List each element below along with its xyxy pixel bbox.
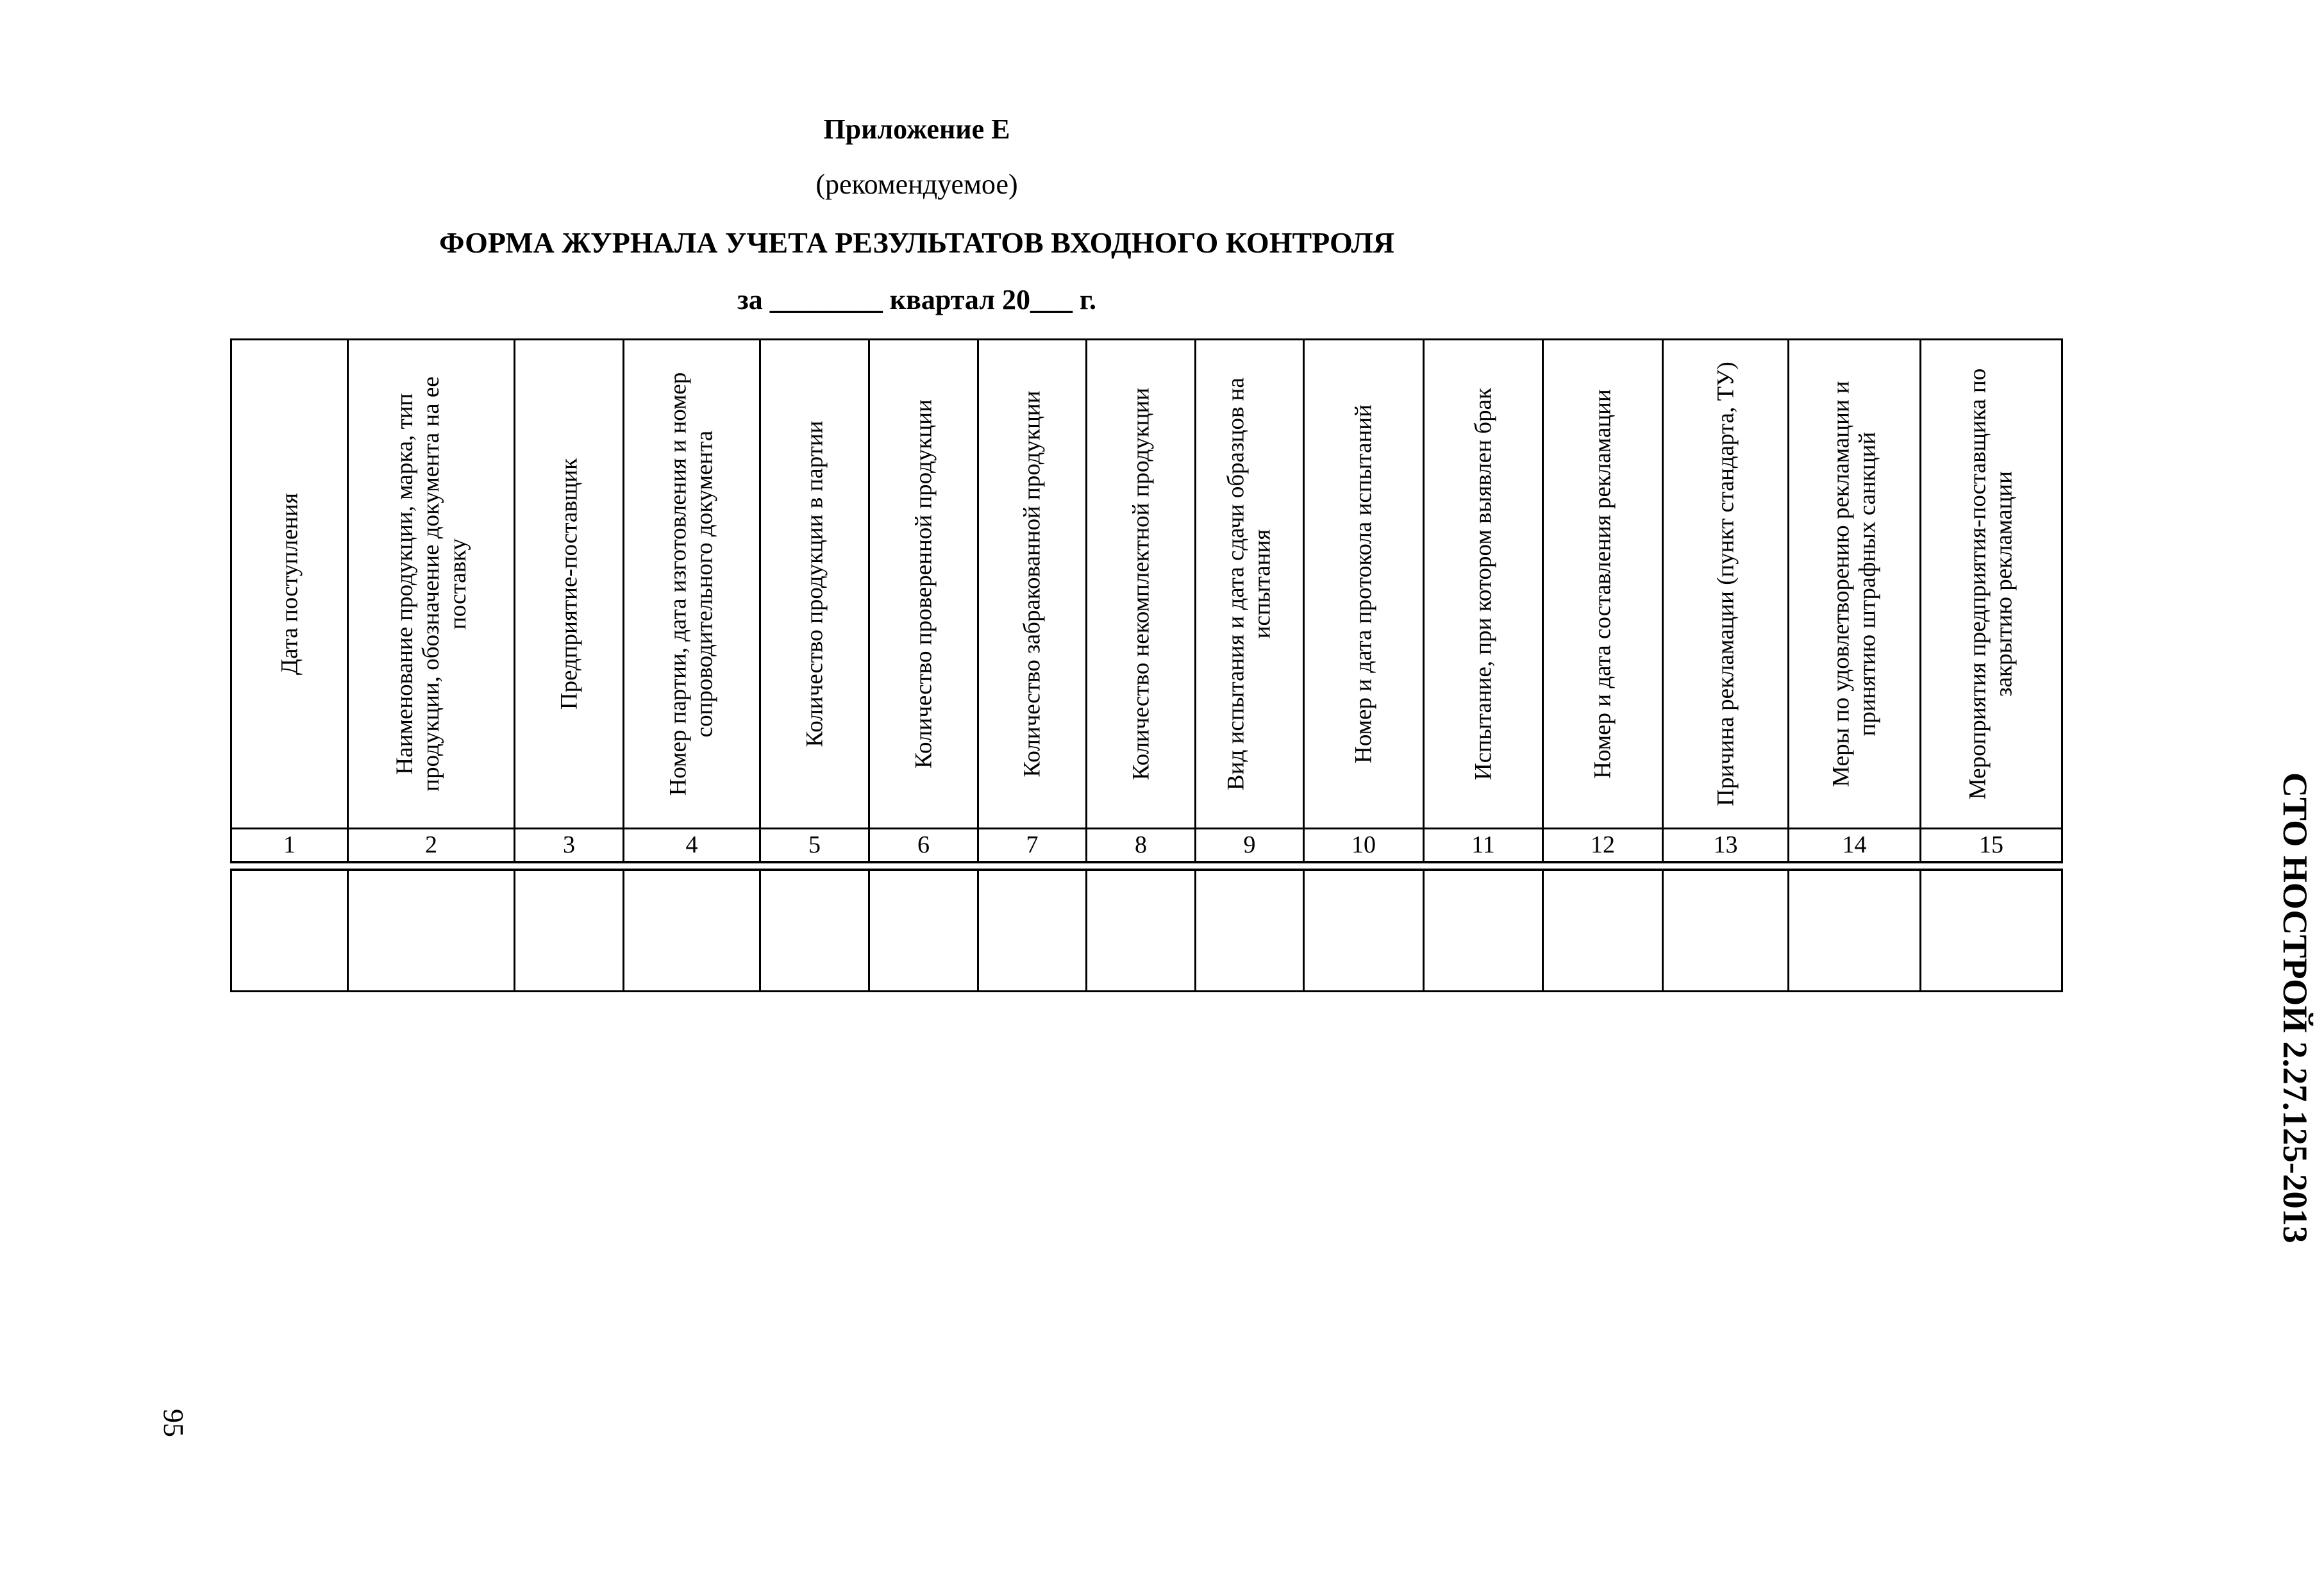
entry-cell <box>1424 870 1543 992</box>
journal-table <box>230 338 2063 992</box>
appendix-status: (рекомендуемое) <box>815 169 1018 200</box>
column-header <box>1921 340 2062 829</box>
entry-cell <box>1663 870 1789 992</box>
column-header <box>869 340 978 829</box>
entry-cell <box>1921 870 2062 992</box>
period-line: за ________ квартал 20___ г. <box>737 284 1096 315</box>
column-header <box>624 340 760 829</box>
column-header <box>1543 340 1663 829</box>
entry-cell <box>760 870 869 992</box>
column-header-label: Количество забракованной продукции <box>1019 390 1046 778</box>
entry-cell <box>1196 870 1304 992</box>
column-header <box>231 340 348 829</box>
column-number-row <box>231 829 2062 862</box>
page-number: 95 <box>158 1409 189 1437</box>
column-header <box>1087 340 1196 829</box>
form-title: ФОРМА ЖУРНАЛА УЧЕТА РЕЗУЛЬТАТОВ ВХОДНОГО КОНТРОЛЯ <box>439 226 1394 259</box>
column-header-label: Причина рекламации (пункт стандарта, ТУ) <box>1712 362 1739 806</box>
column-header-label: Испытание, при котором выявлен брак <box>1469 388 1496 780</box>
column-number: 15 <box>1921 829 2062 862</box>
column-header-label: Наименование продукции, марка, тип продукции, обозначение документа на ее поставку <box>391 376 471 792</box>
column-header <box>515 340 624 829</box>
column-header-label: Предприятие-поставщик <box>555 458 582 710</box>
column-header <box>760 340 869 829</box>
entry-cell <box>1087 870 1196 992</box>
column-header-label: Количество продукции в партии <box>801 420 828 747</box>
entry-cell <box>978 870 1087 992</box>
appendix-title: Приложение Е <box>823 113 1010 145</box>
column-header-label: Номер и дата протокола испытаний <box>1350 404 1377 763</box>
entry-cell <box>1304 870 1424 992</box>
column-header-label: Номер партии, дата изготовления и номер сопроводительного документа <box>665 372 718 796</box>
column-header <box>1424 340 1543 829</box>
column-number: 7 <box>978 829 1087 862</box>
column-number: 3 <box>515 829 624 862</box>
column-header <box>1663 340 1789 829</box>
column-header <box>348 340 515 829</box>
column-number: 9 <box>1196 829 1304 862</box>
entry-cell <box>231 870 348 992</box>
column-number: 1 <box>231 829 348 862</box>
column-header-label: Количество некомплектной продукции <box>1127 387 1154 781</box>
column-header-label: Количество проверенной продукции <box>910 399 937 769</box>
column-number: 4 <box>624 829 760 862</box>
entry-cell <box>348 870 515 992</box>
entry-cell <box>624 870 760 992</box>
entry-cell <box>1789 870 1921 992</box>
table-row <box>231 870 2062 992</box>
document-code: СТО НОСТРОЙ 2.27.125-2013 <box>2276 772 2314 1244</box>
double-rule-separator <box>231 862 2062 870</box>
column-number: 2 <box>348 829 515 862</box>
column-number: 13 <box>1663 829 1789 862</box>
table-header-row <box>231 340 2062 829</box>
separator-cell <box>231 862 2062 870</box>
column-number: 10 <box>1304 829 1424 862</box>
entry-cell <box>1543 870 1663 992</box>
column-header-label: Дата поступления <box>276 492 303 676</box>
column-number: 6 <box>869 829 978 862</box>
column-number: 5 <box>760 829 869 862</box>
column-number: 12 <box>1543 829 1663 862</box>
column-header <box>978 340 1087 829</box>
column-header <box>1304 340 1424 829</box>
column-header-label: Мероприятия предприятия-поставщика по закрытию рекламации <box>1964 368 2018 800</box>
column-number: 14 <box>1789 829 1921 862</box>
column-header-label: Вид испытания и дата сдачи образцов на испытания <box>1223 378 1276 790</box>
column-header <box>1789 340 1921 829</box>
column-header <box>1196 340 1304 829</box>
entry-cell <box>869 870 978 992</box>
column-header-label: Меры по удовлетворению рекламации и принятию штрафных санкций <box>1828 381 1881 787</box>
column-header-label: Номер и дата составления рекламации <box>1589 389 1616 779</box>
entry-cell <box>515 870 624 992</box>
column-number: 11 <box>1424 829 1543 862</box>
column-number: 8 <box>1087 829 1196 862</box>
